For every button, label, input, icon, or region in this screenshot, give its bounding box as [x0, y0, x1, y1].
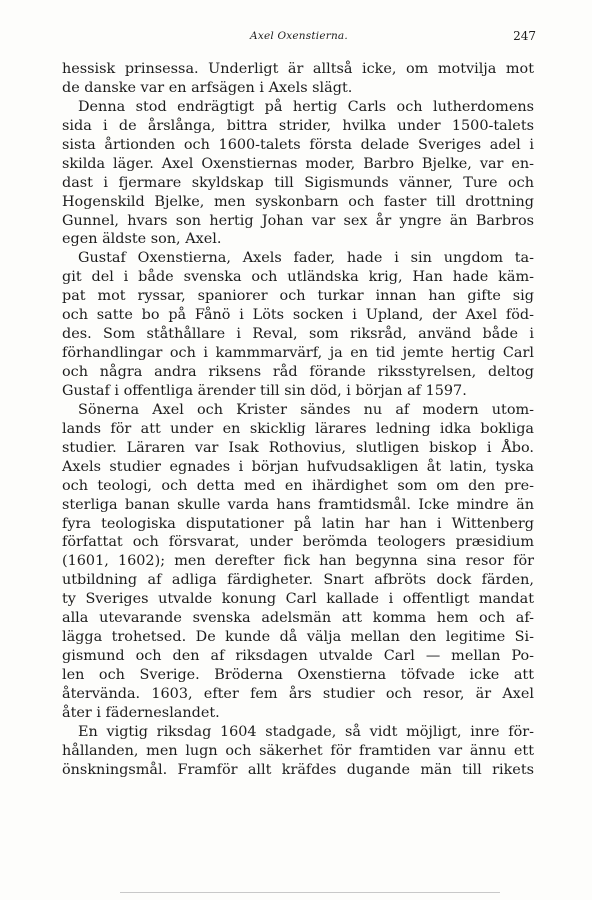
text-line: len och Sverige. Bröderna Oxenstierna töfvade icke att	[62, 667, 534, 683]
text-line: (1601, 1602); men derefter fick han begynna sina resor för	[62, 553, 534, 570]
page-header	[62, 30, 536, 48]
text-line: ty Sveriges utvalde konung Carl kallade i offentligt mandat	[62, 591, 534, 608]
text-line: Gustaf i offentliga ärender till sin död, i början af 1597.	[62, 382, 467, 399]
text-line: hållanden, men lugn och säkerhet för framtiden var ännu ett	[62, 742, 534, 759]
text-line: egen äldste son, Axel.	[62, 231, 222, 248]
text-line: de danske var en arfsägen i Axels slägt.	[62, 79, 353, 96]
text-line: sterliga banan skulle varda hans framtidsmål. Icke mindre än	[62, 496, 534, 513]
text-line: Gustaf Oxenstierna, Axels fader, hade i sin ungdom ta-	[78, 250, 534, 267]
body-text	[62, 60, 534, 780]
text-line: lägga trohetsed. De kunde då välja mellan den legitime Si-	[62, 629, 534, 646]
text-line: Sönerna Axel och Krister sändes nu af modern utom-	[78, 401, 534, 418]
text-line: skilda läger. Axel Oxenstiernas moder, Barbro Bjelke, var en-	[62, 155, 534, 172]
text-line: fyra teologiska disputationer på latin har han i Wittenberg	[62, 515, 534, 532]
text-line: författat och försvarat, under berömda teologers præsidium	[62, 534, 534, 551]
text-line: pat mot ryssar, spaniorer och turkar innan han gifte sig	[62, 288, 534, 305]
text-line: förhandlingar och i kammmarvärf, ja en tid jemte hertig Carl	[62, 345, 534, 362]
text-line: utbildning af adliga färdigheter. Snart afbröts dock färden,	[62, 572, 534, 589]
text-line: gismund och den af riksdagen utvalde Carl — mellan Po-	[62, 648, 534, 665]
text-line: hessisk prinsessa. Underligt är alltså icke, om motvilja mot	[62, 61, 534, 77]
bottom-edge-rule	[120, 892, 500, 893]
text-line: dast i fjermare skyldskap till Sigismunds vänner, Ture och	[62, 174, 534, 191]
text-line: och några andra riksens råd förande riksstyrelsen, deltog	[62, 364, 534, 380]
text-line: lands för att under en skicklig lärares ledning idka bokliga	[62, 420, 534, 437]
text-line: och teologi, och detta med en ihärdighet som om den pre-	[62, 477, 534, 494]
text-line: Denna stod endrägtigt på hertig Carls och lutherdomens	[78, 98, 534, 115]
text-line: studier. Läraren var Isak Rothovius, slutligen biskop i Åbo.	[62, 439, 534, 456]
text-line: Gunnel, hvars son hertig Johan var sex år yngre än Barbros	[62, 212, 534, 229]
text-line: återvända. 1603, efter fem års studier och resor, är Axel	[62, 685, 534, 702]
running-title: Axel Oxenstierna.	[250, 30, 348, 42]
text-line: och satte bo på Fånö i Löts socken i Upland, der Axel föd-	[62, 307, 534, 324]
text-line: des. Som ståthållare i Reval, som riksråd, använd både i	[62, 326, 534, 343]
text-line: åter i fäderneslandet.	[62, 704, 220, 721]
text-line: sista årtionden och 1600-talets första delade Sveriges adel i	[62, 136, 534, 153]
text-line: Axels studier egnades i början hufvudsakligen åt latin, tyska	[62, 458, 534, 475]
text-line: git del i både svenska och utländska krig, Han hade käm-	[62, 269, 534, 286]
text-line: önskningsmål. Framför allt kräfdes dugande män till rikets	[62, 761, 534, 778]
text-line: Hogenskild Bjelke, men syskonbarn och faster till drottning	[62, 193, 534, 210]
text-line: alla utevarande svenska adelsmän att komma hem och af-	[62, 610, 534, 627]
text-line: En vigtig riksdag 1604 stadgade, så vidt möjligt, inre för-	[78, 723, 534, 740]
text-line: sida i de årslånga, bittra strider, hvilka under 1500-talets	[62, 117, 534, 134]
page-number: 247	[513, 29, 536, 43]
